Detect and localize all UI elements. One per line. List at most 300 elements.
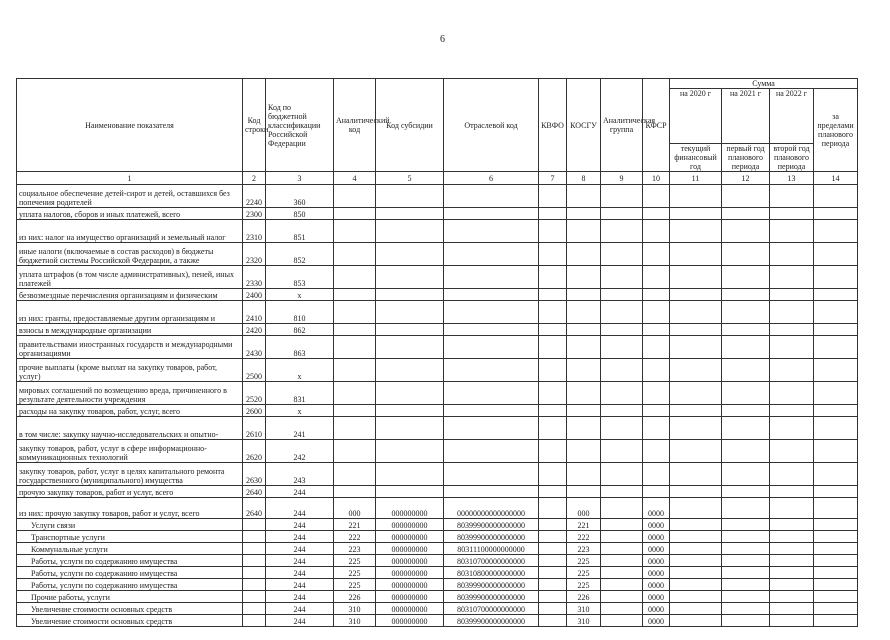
cell-sum bbox=[770, 615, 814, 627]
cell-group bbox=[601, 405, 643, 417]
cell-analytic: 310 bbox=[334, 615, 376, 627]
cell-group bbox=[601, 185, 643, 208]
cell-sum bbox=[770, 336, 814, 359]
cell-kfsr bbox=[643, 359, 670, 382]
cell-sum bbox=[770, 567, 814, 579]
cell-sum bbox=[670, 463, 722, 486]
cell-kosgu bbox=[567, 266, 601, 289]
table-row bbox=[17, 324, 858, 336]
cell-budget: 244 bbox=[266, 543, 334, 555]
cell-branch: 80399900000000000 bbox=[444, 531, 539, 543]
cell-sum bbox=[770, 486, 814, 498]
cell-kfsr: 0000 bbox=[643, 615, 670, 627]
cell-sum bbox=[814, 382, 858, 405]
cell-kosgu: 226 bbox=[567, 591, 601, 603]
cell-sum bbox=[722, 615, 770, 627]
cell-sum bbox=[814, 440, 858, 463]
cell-sum bbox=[770, 463, 814, 486]
cell-analytic: 223 bbox=[334, 543, 376, 555]
cell-code bbox=[243, 531, 266, 543]
cell-group bbox=[601, 615, 643, 627]
cell-name: Коммунальные услуги bbox=[17, 543, 243, 555]
cell-sum bbox=[722, 531, 770, 543]
cell-sum bbox=[722, 555, 770, 567]
cell-sum bbox=[770, 220, 814, 243]
cell-sum bbox=[770, 555, 814, 567]
cell-code bbox=[243, 555, 266, 567]
cell-code: 2600 bbox=[243, 405, 266, 417]
column-index-row bbox=[17, 172, 858, 185]
header-analytic-group: Аналитическая группа bbox=[601, 79, 643, 172]
cell-analytic bbox=[334, 382, 376, 405]
cell-sum bbox=[670, 417, 722, 440]
cell-branch bbox=[444, 185, 539, 208]
cell-code: 2320 bbox=[243, 243, 266, 266]
cell-branch: 80399900000000000 bbox=[444, 615, 539, 627]
cell-kfsr: 0000 bbox=[643, 531, 670, 543]
cell-analytic: 225 bbox=[334, 579, 376, 591]
header-analytic-code: Аналитический код bbox=[334, 79, 376, 172]
cell-sum bbox=[814, 555, 858, 567]
cell-analytic: 225 bbox=[334, 567, 376, 579]
cell-analytic: 221 bbox=[334, 519, 376, 531]
table-row bbox=[17, 208, 858, 220]
cell-analytic bbox=[334, 440, 376, 463]
cell-kvfo bbox=[539, 208, 567, 220]
cell-sum bbox=[814, 359, 858, 382]
cell-analytic bbox=[334, 359, 376, 382]
column-index: 12 bbox=[722, 172, 770, 185]
cell-kosgu bbox=[567, 463, 601, 486]
cell-sum bbox=[770, 519, 814, 531]
column-index: 6 bbox=[444, 172, 539, 185]
cell-analytic bbox=[334, 289, 376, 301]
cell-budget: 244 bbox=[266, 486, 334, 498]
table-row bbox=[17, 382, 858, 405]
cell-sum bbox=[770, 579, 814, 591]
cell-code bbox=[243, 591, 266, 603]
cell-name: прочие выплаты (кроме выплат на закупку товаров, работ, услуг) bbox=[17, 359, 243, 382]
cell-sum bbox=[722, 543, 770, 555]
table-row bbox=[17, 603, 858, 615]
cell-sum bbox=[814, 324, 858, 336]
cell-budget: 360 bbox=[266, 185, 334, 208]
cell-kosgu bbox=[567, 243, 601, 266]
cell-group bbox=[601, 603, 643, 615]
cell-kosgu bbox=[567, 486, 601, 498]
cell-sum bbox=[814, 591, 858, 603]
cell-sum bbox=[770, 266, 814, 289]
table-row bbox=[17, 498, 858, 519]
cell-name: иные налоги (включаемые в состав расходов) в бюджеты бюджетной системы Российской Федерации, а также bbox=[17, 243, 243, 266]
cell-group bbox=[601, 567, 643, 579]
table-row bbox=[17, 185, 858, 208]
cell-budget: 244 bbox=[266, 498, 334, 519]
cell-branch: 80310700000000000 bbox=[444, 603, 539, 615]
cell-subsidy: 000000000 bbox=[376, 603, 444, 615]
cell-kfsr bbox=[643, 266, 670, 289]
table-row bbox=[17, 567, 858, 579]
cell-branch: 80310800000000000 bbox=[444, 567, 539, 579]
cell-branch bbox=[444, 417, 539, 440]
cell-analytic bbox=[334, 185, 376, 208]
header-budget-code: Код по бюджетной классификации Российской Федерации bbox=[266, 79, 334, 172]
header-kvfo: КВФО bbox=[539, 79, 567, 172]
table-row bbox=[17, 359, 858, 382]
cell-name: Работы, услуги по содержанию имущества bbox=[17, 567, 243, 579]
header-beyond-period: за пределами планового периода bbox=[814, 89, 858, 172]
cell-kosgu bbox=[567, 440, 601, 463]
cell-budget: 244 bbox=[266, 579, 334, 591]
cell-sum bbox=[814, 243, 858, 266]
cell-sum bbox=[814, 185, 858, 208]
cell-kosgu bbox=[567, 289, 601, 301]
cell-branch bbox=[444, 486, 539, 498]
cell-sum bbox=[722, 359, 770, 382]
cell-code: 2610 bbox=[243, 417, 266, 440]
cell-code: 2410 bbox=[243, 301, 266, 324]
cell-kosgu bbox=[567, 220, 601, 243]
cell-code: 2300 bbox=[243, 208, 266, 220]
cell-sum bbox=[814, 615, 858, 627]
cell-analytic: 222 bbox=[334, 531, 376, 543]
cell-kosgu bbox=[567, 417, 601, 440]
cell-group bbox=[601, 417, 643, 440]
cell-analytic: 225 bbox=[334, 555, 376, 567]
cell-name: закупку товаров, работ, услуг в целях капитального ремонта государственного (муниципального) имущества bbox=[17, 463, 243, 486]
header-year-2022: на 2022 г bbox=[770, 89, 814, 144]
cell-kvfo bbox=[539, 301, 567, 324]
cell-name: социальное обеспечение детей-сирот и детей, оставшихся без попечения родителей bbox=[17, 185, 243, 208]
cell-group bbox=[601, 336, 643, 359]
header-kfsr: КФСР bbox=[643, 79, 670, 172]
cell-branch bbox=[444, 405, 539, 417]
cell-group bbox=[601, 463, 643, 486]
cell-kosgu: 223 bbox=[567, 543, 601, 555]
cell-sum bbox=[722, 417, 770, 440]
cell-code: 2420 bbox=[243, 324, 266, 336]
header-year-2021: на 2021 г bbox=[722, 89, 770, 144]
cell-sum bbox=[770, 405, 814, 417]
cell-sum bbox=[814, 543, 858, 555]
cell-sum bbox=[670, 555, 722, 567]
table-row bbox=[17, 301, 858, 324]
table-row bbox=[17, 220, 858, 243]
cell-kfsr: 0000 bbox=[643, 543, 670, 555]
cell-group bbox=[601, 382, 643, 405]
cell-sum bbox=[722, 463, 770, 486]
cell-group bbox=[601, 208, 643, 220]
cell-branch bbox=[444, 266, 539, 289]
cell-branch bbox=[444, 359, 539, 382]
table-row bbox=[17, 405, 858, 417]
cell-kfsr bbox=[643, 324, 670, 336]
cell-budget: 244 bbox=[266, 555, 334, 567]
cell-branch bbox=[444, 324, 539, 336]
cell-sum bbox=[670, 486, 722, 498]
cell-code: 2520 bbox=[243, 382, 266, 405]
cell-kfsr bbox=[643, 301, 670, 324]
cell-sum bbox=[670, 591, 722, 603]
cell-branch: 80310700000000000 bbox=[444, 555, 539, 567]
cell-kvfo bbox=[539, 486, 567, 498]
cell-analytic bbox=[334, 243, 376, 266]
cell-sum bbox=[814, 301, 858, 324]
cell-sum bbox=[722, 591, 770, 603]
cell-sum bbox=[670, 405, 722, 417]
cell-sum bbox=[814, 486, 858, 498]
cell-name: Транспортные услуги bbox=[17, 531, 243, 543]
header-year-2020: на 2020 г bbox=[670, 89, 722, 144]
cell-kosgu: 310 bbox=[567, 615, 601, 627]
cell-sum bbox=[770, 417, 814, 440]
cell-code: 2240 bbox=[243, 185, 266, 208]
cell-sum bbox=[722, 498, 770, 519]
cell-analytic bbox=[334, 336, 376, 359]
cell-branch bbox=[444, 301, 539, 324]
cell-kvfo bbox=[539, 324, 567, 336]
column-index: 14 bbox=[814, 172, 858, 185]
cell-branch bbox=[444, 220, 539, 243]
cell-kosgu: 310 bbox=[567, 603, 601, 615]
cell-sum bbox=[770, 591, 814, 603]
cell-name: из них: гранты, предоставляемые другим организациям и bbox=[17, 301, 243, 324]
cell-budget: x bbox=[266, 405, 334, 417]
cell-kosgu: 221 bbox=[567, 519, 601, 531]
cell-name: правительствами иностранных государств и международными организациями bbox=[17, 336, 243, 359]
cell-sum bbox=[770, 359, 814, 382]
cell-subsidy bbox=[376, 324, 444, 336]
table-row bbox=[17, 463, 858, 486]
column-index: 8 bbox=[567, 172, 601, 185]
cell-sum bbox=[814, 405, 858, 417]
column-index: 10 bbox=[643, 172, 670, 185]
cell-sum bbox=[770, 382, 814, 405]
cell-kvfo bbox=[539, 266, 567, 289]
cell-budget: 851 bbox=[266, 220, 334, 243]
cell-analytic bbox=[334, 208, 376, 220]
cell-kfsr bbox=[643, 440, 670, 463]
cell-analytic: 310 bbox=[334, 603, 376, 615]
cell-name: мировых соглашений по возмещению вреда, причиненного в результате деятельности учреждения bbox=[17, 382, 243, 405]
cell-name: взносы в международные организации bbox=[17, 324, 243, 336]
cell-name: расходы на закупку товаров, работ, услуг, всего bbox=[17, 405, 243, 417]
cell-subsidy bbox=[376, 359, 444, 382]
table-row bbox=[17, 486, 858, 498]
cell-kfsr bbox=[643, 208, 670, 220]
cell-code bbox=[243, 519, 266, 531]
cell-budget: 810 bbox=[266, 301, 334, 324]
header-second-year: второй год планового периода bbox=[770, 144, 814, 172]
cell-kfsr bbox=[643, 289, 670, 301]
cell-sum bbox=[770, 543, 814, 555]
cell-subsidy bbox=[376, 463, 444, 486]
cell-analytic bbox=[334, 486, 376, 498]
header-kosgu: КОСГУ bbox=[567, 79, 601, 172]
cell-sum bbox=[722, 486, 770, 498]
cell-sum bbox=[722, 208, 770, 220]
cell-name: Работы, услуги по содержанию имущества bbox=[17, 579, 243, 591]
cell-kosgu bbox=[567, 208, 601, 220]
cell-sum bbox=[722, 440, 770, 463]
cell-sum bbox=[722, 567, 770, 579]
cell-branch: 00000000000000000 bbox=[444, 498, 539, 519]
column-index: 4 bbox=[334, 172, 376, 185]
cell-sum bbox=[814, 531, 858, 543]
cell-code bbox=[243, 579, 266, 591]
cell-group bbox=[601, 266, 643, 289]
cell-subsidy: 000000000 bbox=[376, 519, 444, 531]
cell-branch bbox=[444, 336, 539, 359]
table-row bbox=[17, 243, 858, 266]
column-index: 13 bbox=[770, 172, 814, 185]
cell-analytic bbox=[334, 220, 376, 243]
table-row bbox=[17, 289, 858, 301]
cell-sum bbox=[722, 382, 770, 405]
cell-kfsr: 0000 bbox=[643, 603, 670, 615]
cell-budget: 244 bbox=[266, 519, 334, 531]
column-index: 1 bbox=[17, 172, 243, 185]
cell-sum bbox=[670, 359, 722, 382]
cell-analytic bbox=[334, 405, 376, 417]
cell-subsidy: 000000000 bbox=[376, 555, 444, 567]
cell-kvfo bbox=[539, 498, 567, 519]
page-number: 6 bbox=[440, 34, 445, 45]
cell-analytic bbox=[334, 463, 376, 486]
table-row bbox=[17, 440, 858, 463]
cell-kfsr: 0000 bbox=[643, 498, 670, 519]
cell-sum bbox=[770, 498, 814, 519]
cell-subsidy: 000000000 bbox=[376, 579, 444, 591]
cell-kvfo bbox=[539, 359, 567, 382]
cell-kosgu bbox=[567, 185, 601, 208]
cell-kfsr: 0000 bbox=[643, 591, 670, 603]
cell-kvfo bbox=[539, 603, 567, 615]
cell-group bbox=[601, 289, 643, 301]
cell-sum bbox=[670, 615, 722, 627]
cell-group bbox=[601, 531, 643, 543]
cell-subsidy: 000000000 bbox=[376, 498, 444, 519]
cell-name: в том числе: закупку научно-исследовательских и опытно- bbox=[17, 417, 243, 440]
cell-branch bbox=[444, 289, 539, 301]
cell-budget: 852 bbox=[266, 243, 334, 266]
cell-subsidy: 000000000 bbox=[376, 615, 444, 627]
cell-branch bbox=[444, 463, 539, 486]
cell-sum bbox=[814, 603, 858, 615]
cell-kfsr bbox=[643, 405, 670, 417]
cell-subsidy: 000000000 bbox=[376, 531, 444, 543]
cell-group bbox=[601, 440, 643, 463]
cell-analytic bbox=[334, 301, 376, 324]
cell-sum bbox=[670, 567, 722, 579]
cell-budget: 243 bbox=[266, 463, 334, 486]
cell-kvfo bbox=[539, 579, 567, 591]
financial-plan-table bbox=[16, 78, 858, 627]
cell-sum bbox=[670, 324, 722, 336]
cell-sum bbox=[670, 603, 722, 615]
cell-sum bbox=[670, 440, 722, 463]
cell-budget: x bbox=[266, 359, 334, 382]
column-index: 9 bbox=[601, 172, 643, 185]
cell-name: Увеличение стоимости основных средств bbox=[17, 615, 243, 627]
cell-kosgu bbox=[567, 336, 601, 359]
cell-name: безвозмездные перечисления организациям и физическим bbox=[17, 289, 243, 301]
cell-name: из них: налог на имущество организаций и земельный налог bbox=[17, 220, 243, 243]
cell-code: 2620 bbox=[243, 440, 266, 463]
table-row bbox=[17, 336, 858, 359]
cell-sum bbox=[670, 208, 722, 220]
table-row bbox=[17, 417, 858, 440]
cell-name: уплата налогов, сборов и иных платежей, всего bbox=[17, 208, 243, 220]
cell-name: закупку товаров, работ, услуг в сфере информационно-коммуникационных технологий bbox=[17, 440, 243, 463]
cell-sum bbox=[814, 266, 858, 289]
cell-sum bbox=[814, 498, 858, 519]
cell-code bbox=[243, 615, 266, 627]
header-name: Наименование показателя bbox=[17, 79, 243, 172]
cell-kfsr bbox=[643, 486, 670, 498]
cell-kvfo bbox=[539, 382, 567, 405]
cell-group bbox=[601, 486, 643, 498]
cell-name: Прочие работы, услуги bbox=[17, 591, 243, 603]
cell-kvfo bbox=[539, 289, 567, 301]
cell-kfsr: 0000 bbox=[643, 579, 670, 591]
cell-kvfo bbox=[539, 463, 567, 486]
cell-analytic bbox=[334, 266, 376, 289]
cell-kosgu bbox=[567, 359, 601, 382]
cell-subsidy bbox=[376, 336, 444, 359]
cell-kvfo bbox=[539, 615, 567, 627]
cell-kosgu: 000 bbox=[567, 498, 601, 519]
cell-kosgu: 222 bbox=[567, 531, 601, 543]
cell-sum bbox=[722, 324, 770, 336]
cell-kosgu bbox=[567, 324, 601, 336]
cell-sum bbox=[670, 185, 722, 208]
cell-code bbox=[243, 543, 266, 555]
cell-sum bbox=[814, 579, 858, 591]
cell-kvfo bbox=[539, 185, 567, 208]
cell-name: Увеличение стоимости основных средств bbox=[17, 603, 243, 615]
cell-kfsr: 0000 bbox=[643, 519, 670, 531]
cell-sum bbox=[770, 324, 814, 336]
cell-kvfo bbox=[539, 220, 567, 243]
cell-budget: 862 bbox=[266, 324, 334, 336]
cell-kvfo bbox=[539, 591, 567, 603]
cell-kosgu: 225 bbox=[567, 567, 601, 579]
cell-sum bbox=[670, 543, 722, 555]
cell-sum bbox=[670, 519, 722, 531]
cell-sum bbox=[770, 208, 814, 220]
cell-kosgu bbox=[567, 382, 601, 405]
cell-subsidy bbox=[376, 417, 444, 440]
header-sum: Сумма bbox=[670, 79, 858, 89]
cell-sum bbox=[770, 440, 814, 463]
cell-sum bbox=[814, 463, 858, 486]
cell-subsidy bbox=[376, 208, 444, 220]
cell-sum bbox=[770, 185, 814, 208]
cell-subsidy bbox=[376, 301, 444, 324]
cell-kosgu bbox=[567, 301, 601, 324]
cell-sum bbox=[670, 301, 722, 324]
table-row bbox=[17, 543, 858, 555]
cell-analytic bbox=[334, 324, 376, 336]
cell-budget: x bbox=[266, 289, 334, 301]
cell-code: 2630 bbox=[243, 463, 266, 486]
cell-sum bbox=[670, 531, 722, 543]
cell-sum bbox=[770, 301, 814, 324]
cell-code: 2330 bbox=[243, 266, 266, 289]
cell-kvfo bbox=[539, 336, 567, 359]
cell-group bbox=[601, 591, 643, 603]
